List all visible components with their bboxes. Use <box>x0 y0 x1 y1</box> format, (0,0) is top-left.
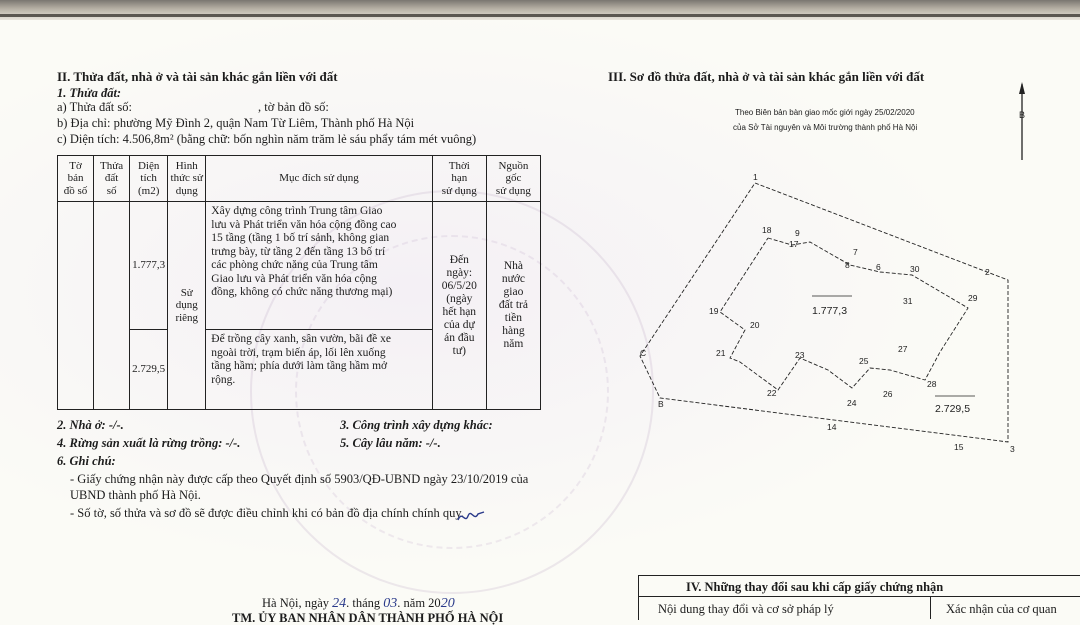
item-6-notes: 6. Ghi chú: <box>57 454 116 468</box>
changes-table-column-divider <box>930 596 931 619</box>
authority-title: TM. ỦY BAN NHÂN DÂN THÀNH PHỐ HÀ NỘI <box>232 611 504 625</box>
issue-month: 03 <box>383 596 398 611</box>
changes-table-divider <box>638 596 1080 597</box>
inner-area-label: 1.777,3 <box>812 305 848 317</box>
header-use-form: Hình thức sử dụng <box>168 156 206 202</box>
point-28: 28 <box>927 379 937 389</box>
point-b: B <box>658 399 664 409</box>
point-17: 17 <box>789 239 799 249</box>
origin-cell: Nhà nước giao đất trả tiền hàng năm <box>486 202 540 410</box>
note-2: - Số tờ, số thửa và sơ đồ sẽ được điều chỉnh khi có bản đồ địa chính chính quy. <box>70 506 464 520</box>
section-iv-title: IV. Những thay đổi sau khi cấp giấy chứng nhận <box>686 580 944 594</box>
point-23: 23 <box>795 350 805 360</box>
header-parcel: Thửa đất số <box>94 156 130 202</box>
issue-year: 20 <box>440 596 455 611</box>
point-20: 20 <box>750 320 760 330</box>
issue-date: Hà Nội, ngày 24. tháng 03. năm 2020 <box>262 596 455 611</box>
north-arrowhead-icon <box>1019 82 1025 94</box>
point-29: 29 <box>968 293 978 303</box>
area-cell-1: 1.777,3 <box>130 202 168 330</box>
item-3-other-construction: 3. Công trình xây dựng khác: <box>340 418 493 432</box>
section-iii-title: III. Sơ đồ thửa đất, nhà ở và tài sản khác gắn liền với đất <box>608 69 925 84</box>
point-24: 24 <box>847 398 857 408</box>
point-8: 8 <box>845 260 850 270</box>
use-form-cell: Sử dụng riêng <box>168 202 206 410</box>
point-3: 3 <box>1010 444 1015 454</box>
parcel-number-line: a) Thửa đất số: <box>57 100 132 114</box>
point-6: 6 <box>876 262 881 272</box>
point-1: 1 <box>753 172 758 182</box>
point-14: 14 <box>827 422 837 432</box>
address-line: b) Địa chỉ: phường Mỹ Đình 2, quận Nam Từ Liêm, Thành phố Hà Nội <box>57 116 415 130</box>
point-27: 27 <box>898 344 908 354</box>
point-c: C <box>640 348 647 358</box>
section-ii-title: II. Thửa đất, nhà ở và tài sản khác gắn liền với đất <box>57 69 338 84</box>
term-cell: Đến ngày: 06/5/20 (ngày hết hạn của dự án đầu tư) <box>432 202 486 410</box>
point-18: 18 <box>762 225 772 235</box>
area-cell-2: 2.729,5 <box>130 330 168 410</box>
note-1: - Giấy chứng nhận này được cấp theo Quyết định số 5903/QĐ-UBND ngày 23/10/2019 của <box>70 472 529 486</box>
boundary-note-line1: Theo Biên bản bàn giao mốc giới ngày 25/02/2020 <box>735 108 915 117</box>
area-line: c) Diện tích: 4.506,8m² (bằng chữ: bốn nghìn năm trăm lẻ sáu phẩy tám mét vuông) <box>57 132 477 146</box>
boundary-note-line2: của Sở Tài nguyên và Môi trường thành phố Hà Nội <box>733 123 918 132</box>
point-9: 9 <box>795 228 800 238</box>
map-sheet-line: , tờ bản đồ số: <box>258 100 329 114</box>
item-1-label: 1. Thửa đất: <box>57 86 122 100</box>
issue-day: 24 <box>332 596 347 611</box>
item-2-house: 2. Nhà ở: -/-. <box>57 418 124 432</box>
north-label: B <box>1019 110 1026 120</box>
point-26: 26 <box>883 389 893 399</box>
point-15: 15 <box>954 442 964 452</box>
purpose-cell-1: Xây dựng công trình Trung tâm Giao lưu và Phát triển văn hóa cộng đồng cao 15 tầng (tầng 1 bố trí sảnh, không gian trưng bày, từ tầng 2 đến tầng 13 bố trí các phòng chức năng của Trung tâm Giao lưu và Phát triển văn hóa cộng đồng, không có chức năng thương mại) <box>206 202 432 330</box>
point-22: 22 <box>767 388 777 398</box>
header-purpose: Mục đích sử dụng <box>206 156 432 202</box>
point-2: 2 <box>985 267 990 277</box>
point-30: 30 <box>910 264 920 274</box>
outer-area-label: 2.729,5 <box>935 403 971 415</box>
changes-col-confirm: Xác nhận của cơ quan <box>946 602 1057 616</box>
header-term: Thời hạn sử dụng <box>432 156 486 202</box>
point-7: 7 <box>853 247 858 257</box>
purpose-cell-2: Để trồng cây xanh, sân vườn, bãi đề xe ngoài trời, trạm biến áp, lối lên xuống tầng hầm; phía dưới làm tầng hầm mở rộng. <box>206 330 432 410</box>
changes-col-content: Nội dung thay đổi và cơ sở pháp lý <box>658 602 834 616</box>
point-31: 31 <box>903 296 913 306</box>
item-4-forest: 4. Rừng sản xuất là rừng trồng: -/-. <box>57 436 241 450</box>
header-origin: Nguồn gốc sử dụng <box>486 156 540 202</box>
point-21: 21 <box>716 348 726 358</box>
point-19: 19 <box>709 306 719 316</box>
note-1-cont: UBND thành phố Hà Nội. <box>70 488 201 502</box>
header-map-sheet: Tờ bản đồ số <box>58 156 94 202</box>
header-area: Diện tích (m2) <box>130 156 168 202</box>
item-5-perennial: 5. Cây lâu năm: -/-. <box>340 436 441 450</box>
point-25: 25 <box>859 356 869 366</box>
